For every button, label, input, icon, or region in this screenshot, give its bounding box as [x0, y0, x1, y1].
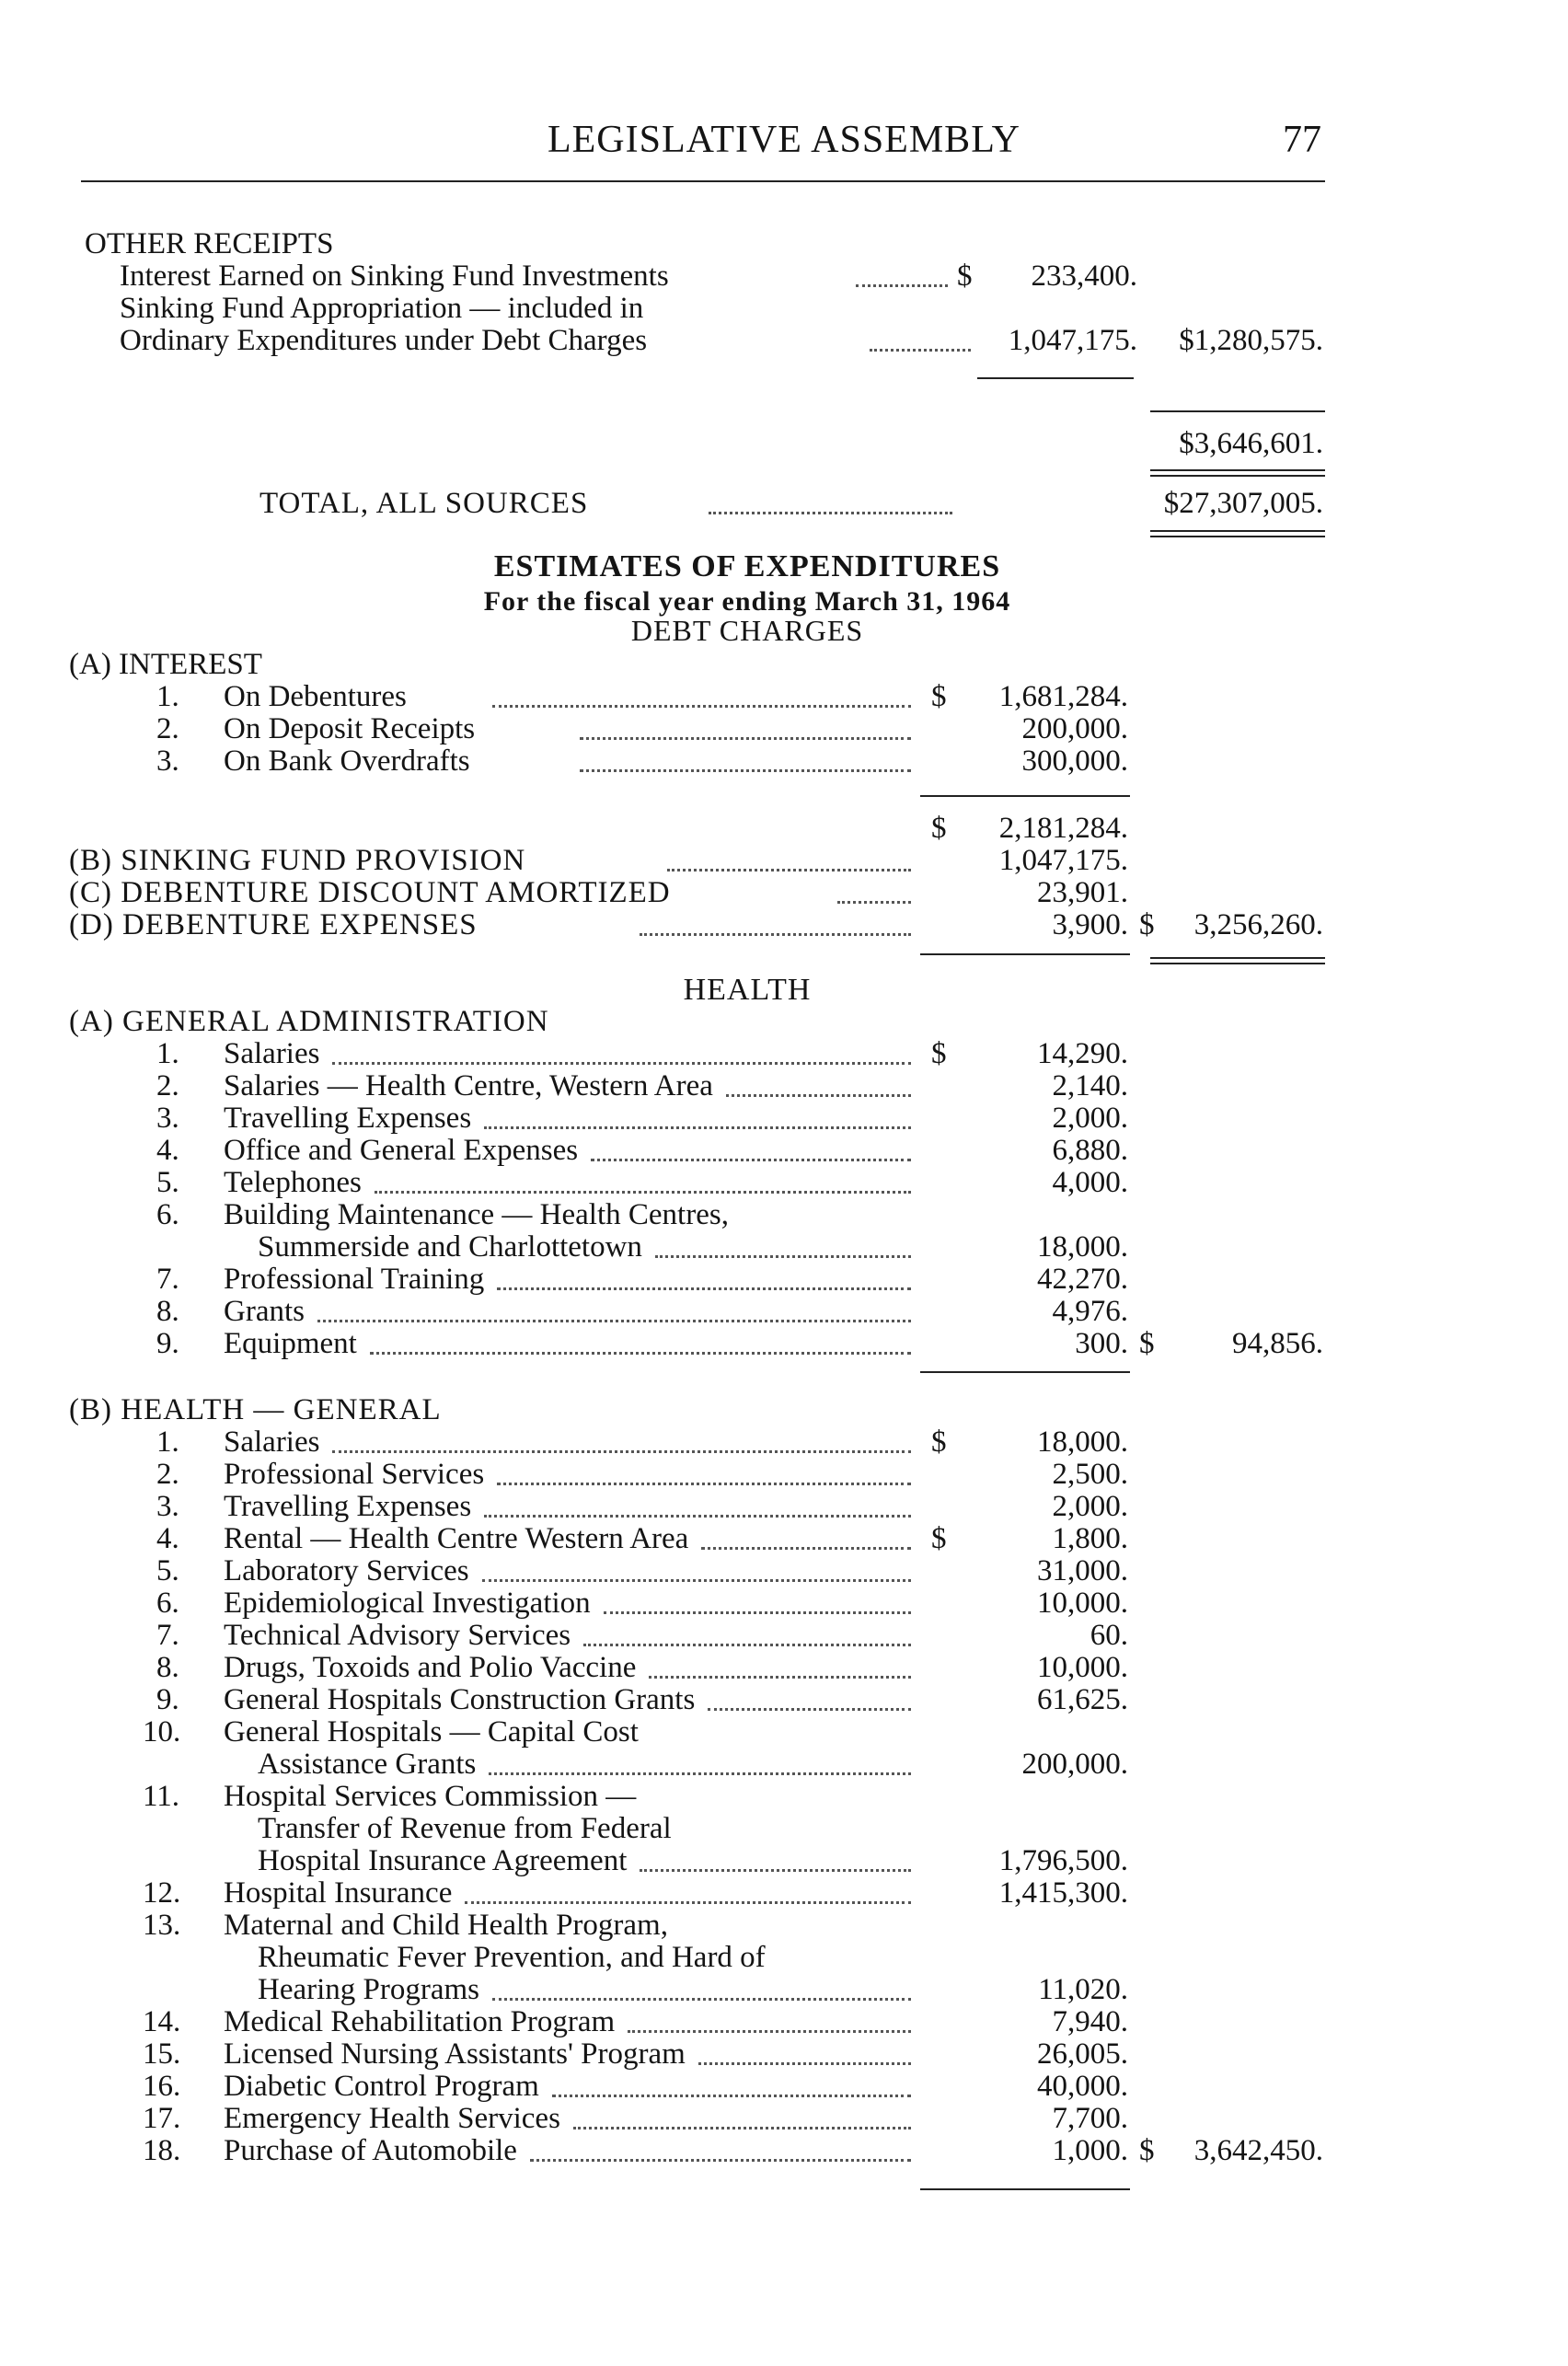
item-amount: 2,000.: [1052, 1490, 1128, 1523]
ledger-row: [0, 1523, 1568, 1555]
item-number: 4.: [156, 1522, 179, 1555]
leader-dots: [332, 1450, 911, 1453]
item-label: Technical Advisory Services: [224, 1619, 571, 1652]
item-number: 3.: [156, 1102, 179, 1135]
item-amount: 31,000.: [1037, 1554, 1128, 1587]
item-label: Travelling Expenses: [224, 1490, 472, 1523]
item-amount: 1,047,175.: [1008, 324, 1137, 357]
leader-dots: [667, 869, 911, 871]
ledger-row: [0, 1587, 1568, 1620]
item-label: Sinking Fund Appropriation — included in: [120, 292, 644, 325]
ledger-row: [0, 909, 1568, 941]
leader-dots: [484, 1515, 911, 1518]
item-amount: 1,000.: [1052, 2134, 1128, 2167]
item-number: 17.: [143, 2102, 181, 2135]
item-number: 3.: [156, 744, 179, 778]
leader-dots: [640, 1869, 911, 1872]
item-label: Salaries — Health Centre, Western Area: [224, 1069, 713, 1102]
item-amount: 7,940.: [1052, 2005, 1128, 2038]
ledger-row: [0, 1652, 1568, 1684]
item-label: Travelling Expenses: [224, 1102, 472, 1135]
subtotal-rule: [920, 795, 1130, 797]
subtotal-rule: [920, 1371, 1130, 1373]
leader-dots: [497, 1287, 911, 1290]
subsection-heading-row: [0, 1394, 1568, 1426]
ledger-row: [0, 1426, 1568, 1459]
leader-dots: [649, 1676, 911, 1679]
item-amount: 7,700.: [1052, 2102, 1128, 2135]
item-label: Rental — Health Centre Western Area: [224, 1522, 689, 1555]
ledger-row: [0, 293, 1568, 325]
leader-dots: [465, 1901, 911, 1904]
item-amount: 60.: [1090, 1619, 1128, 1652]
leader-dots: [701, 1547, 911, 1550]
item-amount: 1,415,300.: [998, 1876, 1128, 1910]
item-number: 6.: [156, 1587, 179, 1620]
item-label: (B) SINKING FUND PROVISION: [69, 844, 526, 877]
item-number: 12.: [143, 1876, 181, 1910]
estimates-title: ESTIMATES OF EXPENDITURES: [493, 549, 1001, 583]
item-number: 2.: [156, 712, 179, 745]
item-amount: 200,000.: [1021, 712, 1128, 745]
item-label: Hospital Insurance Agreement: [258, 1844, 628, 1877]
item-label: Summerside and Charlottetown: [258, 1230, 642, 1264]
item-amount: 10,000.: [1037, 1651, 1128, 1684]
leader-dots: [580, 769, 911, 772]
ledger-row: [0, 1070, 1568, 1102]
column-total: 3,256,260.: [1193, 908, 1323, 941]
item-number: 13.: [143, 1909, 181, 1942]
item-amount: 2,000.: [1052, 1102, 1128, 1135]
item-number: 8.: [156, 1651, 179, 1684]
item-number: 7.: [156, 1263, 179, 1296]
item-number: 14.: [143, 2005, 181, 2038]
item-amount: 1,796,500.: [998, 1844, 1128, 1877]
leader-dots: [375, 1191, 911, 1194]
item-amount: 300,000.: [1021, 744, 1128, 778]
subsection-heading-row: [0, 1006, 1568, 1038]
item-label: Transfer of Revenue from Federal: [258, 1812, 672, 1845]
dollar-sign: $: [1139, 1327, 1155, 1360]
ledger-row: [0, 1877, 1568, 1910]
leader-dots: [655, 1255, 911, 1258]
item-amount: 61,625.: [1037, 1683, 1128, 1716]
leader-dots: [640, 933, 911, 936]
health-heading: HEALTH: [683, 973, 812, 1007]
dollar-sign: $: [1139, 908, 1155, 941]
ledger-row: [0, 1716, 1568, 1749]
ledger-row: [0, 1942, 1568, 1974]
item-label: On Deposit Receipts: [224, 712, 476, 745]
subsection-heading: (A) INTEREST: [69, 648, 262, 681]
item-label: Epidemiological Investigation: [224, 1587, 591, 1620]
ledger-row: [0, 260, 1568, 293]
item-label: Drugs, Toxoids and Polio Vaccine: [224, 1651, 637, 1684]
double-rule: [1150, 469, 1325, 477]
ledger-row: [0, 1459, 1568, 1491]
ledger-row: [0, 325, 1568, 357]
leader-dots: [370, 1352, 911, 1355]
item-number: 1.: [156, 680, 179, 713]
leader-dots: [709, 512, 952, 514]
dollar-sign: $: [931, 1425, 947, 1459]
leader-dots: [837, 901, 911, 904]
column-total: 94,856.: [1232, 1327, 1323, 1360]
item-number: 2.: [156, 1069, 179, 1102]
item-label: Emergency Health Services: [224, 2102, 560, 2135]
leader-dots: [492, 705, 911, 708]
ledger-row: [0, 1264, 1568, 1296]
leader-dots: [580, 737, 911, 740]
subtotal-rule: [977, 377, 1134, 379]
ledger-row: [0, 1684, 1568, 1716]
leader-dots: [870, 349, 971, 352]
total-rule: [1150, 410, 1325, 412]
item-label: Telephones: [224, 1166, 362, 1199]
item-number: 10.: [143, 1715, 181, 1749]
debt-charges-heading: DEBT CHARGES: [630, 614, 864, 647]
leader-dots: [583, 1644, 911, 1646]
double-rule: [1150, 530, 1325, 537]
leader-dots: [604, 1611, 911, 1614]
item-label: Diabetic Control Program: [224, 2070, 539, 2103]
item-label: Equipment: [224, 1327, 357, 1360]
subsection-heading: (B) HEALTH — GENERAL: [69, 1393, 442, 1426]
ledger-row: [0, 428, 1568, 460]
grand-total: $27,307,005.: [1163, 487, 1323, 520]
ledger-row: [0, 1231, 1568, 1264]
leader-dots: [482, 1579, 911, 1582]
item-label: On Debentures: [224, 680, 407, 713]
item-amount: 14,290.: [1037, 1037, 1128, 1070]
total-label: TOTAL, ALL SOURCES: [259, 487, 589, 520]
item-number: 1.: [156, 1425, 179, 1459]
column-total: 3,642,450.: [1193, 2134, 1323, 2167]
ledger-row: [0, 1135, 1568, 1167]
item-number: 5.: [156, 1166, 179, 1199]
leader-dots: [698, 2062, 911, 2065]
total-row: [0, 488, 1568, 520]
item-label: Laboratory Services: [224, 1554, 469, 1587]
ledger-row: [0, 1491, 1568, 1523]
leader-dots: [708, 1708, 911, 1711]
dollar-sign: $: [931, 1522, 947, 1555]
item-amount: 4,000.: [1052, 1166, 1128, 1199]
leader-dots: [489, 1772, 911, 1775]
other-receipts-heading-row: [0, 228, 1568, 260]
ledger-row: [0, 1813, 1568, 1845]
ledger-row: [0, 1199, 1568, 1231]
item-label: Salaries: [224, 1037, 320, 1070]
dollar-sign: $: [931, 812, 947, 845]
item-number: 15.: [143, 2037, 181, 2071]
item-amount: 1,800.: [1052, 1522, 1128, 1555]
item-label: Hearing Programs: [258, 1973, 480, 2006]
double-rule: [1150, 957, 1325, 964]
ledger-row: [0, 1910, 1568, 1942]
ledger-row: [0, 1296, 1568, 1328]
ledger-row: [0, 845, 1568, 877]
leader-dots: [484, 1126, 911, 1129]
dollar-sign: $: [931, 680, 947, 713]
subtotal-row: [0, 813, 1568, 845]
item-number: 7.: [156, 1619, 179, 1652]
ledger-row: [0, 745, 1568, 778]
item-amount: 233,400.: [1031, 260, 1137, 293]
dollar-sign: $: [957, 260, 973, 293]
item-label: Professional Training: [224, 1263, 485, 1296]
item-amount: 2,140.: [1052, 1069, 1128, 1102]
item-amount: 4,976.: [1052, 1295, 1128, 1328]
page-number: 77: [1283, 119, 1321, 161]
subtotal-rule: [920, 2188, 1130, 2190]
item-label: Professional Services: [224, 1458, 485, 1491]
item-number: 9.: [156, 1327, 179, 1360]
ledger-row: [0, 2135, 1568, 2167]
item-label: Hospital Insurance: [224, 1876, 453, 1910]
leader-dots: [726, 1094, 911, 1097]
item-label: Licensed Nursing Assistants' Program: [224, 2037, 686, 2071]
item-number: 8.: [156, 1295, 179, 1328]
leader-dots: [492, 1998, 911, 2001]
ledger-row: [0, 1102, 1568, 1135]
estimates-subtitle: For the fiscal year ending March 31, 1964: [483, 586, 1011, 617]
leader-dots: [628, 2030, 911, 2033]
item-number: 1.: [156, 1037, 179, 1070]
dollar-sign: $: [1139, 2134, 1155, 2167]
leader-dots: [497, 1483, 911, 1485]
item-label: Maternal and Child Health Program,: [224, 1909, 668, 1942]
item-amount: 23,901.: [1037, 876, 1128, 909]
item-amount: 200,000.: [1021, 1748, 1128, 1781]
ledger-row: [0, 1555, 1568, 1587]
ledger-row: [0, 713, 1568, 745]
item-label: Purchase of Automobile: [224, 2134, 517, 2167]
item-amount: 10,000.: [1037, 1587, 1128, 1620]
item-label: (C) DEBENTURE DISCOUNT AMORTIZED: [69, 876, 671, 909]
ledger-row: [0, 2103, 1568, 2135]
subtotal-rule: [920, 953, 1130, 955]
item-number: 6.: [156, 1198, 179, 1231]
ledger-row: [0, 1749, 1568, 1781]
column-total: $1,280,575.: [1179, 324, 1323, 357]
item-label: General Hospitals Construction Grants: [224, 1683, 696, 1716]
item-label: Ordinary Expenditures under Debt Charges: [120, 324, 648, 357]
item-number: 16.: [143, 2070, 181, 2103]
item-number: 11.: [143, 1780, 180, 1813]
subsection-heading-row: [0, 649, 1568, 681]
ledger-row: [0, 2071, 1568, 2103]
item-number: 2.: [156, 1458, 179, 1491]
item-label: Interest Earned on Sinking Fund Investments: [120, 260, 669, 293]
item-label: On Bank Overdrafts: [224, 744, 470, 778]
ledger-row: [0, 1974, 1568, 2006]
item-label: (D) DEBENTURE EXPENSES: [69, 908, 478, 941]
item-amount: 3,900.: [1052, 908, 1128, 941]
item-amount: 40,000.: [1037, 2070, 1128, 2103]
item-label: Building Maintenance — Health Centres,: [224, 1198, 729, 1231]
leader-dots: [856, 284, 948, 287]
item-number: 5.: [156, 1554, 179, 1587]
leader-dots: [591, 1159, 911, 1161]
running-title: LEGISLATIVE ASSEMBLY: [548, 119, 1020, 161]
item-amount: 42,270.: [1037, 1263, 1128, 1296]
ledger-row: [0, 1328, 1568, 1360]
leader-dots: [530, 2159, 911, 2162]
subtotal-amount: 2,181,284.: [998, 812, 1128, 845]
ledger-row: [0, 1845, 1568, 1877]
subsection-heading: (A) GENERAL ADMINISTRATION: [69, 1005, 549, 1038]
item-amount: 18,000.: [1037, 1425, 1128, 1459]
item-amount: 26,005.: [1037, 2037, 1128, 2071]
leader-dots: [317, 1320, 911, 1322]
item-label: Rheumatic Fever Prevention, and Hard of: [258, 1941, 766, 1974]
leader-dots: [552, 2095, 911, 2097]
ledger-row: [0, 877, 1568, 909]
dollar-sign: $: [931, 1037, 947, 1070]
item-amount: 1,047,175.: [998, 844, 1128, 877]
ledger-row: [0, 1038, 1568, 1070]
item-label: Medical Rehabilitation Program: [224, 2005, 616, 2038]
item-amount: 1,681,284.: [998, 680, 1128, 713]
item-label: Salaries: [224, 1425, 320, 1459]
ledger-row: [0, 681, 1568, 713]
leader-dots: [332, 1062, 911, 1065]
item-amount: 6,880.: [1052, 1134, 1128, 1167]
item-number: 3.: [156, 1490, 179, 1523]
ledger-row: [0, 2038, 1568, 2071]
ledger-row: [0, 1781, 1568, 1813]
ledger-row: [0, 2006, 1568, 2038]
item-amount: 18,000.: [1037, 1230, 1128, 1264]
item-amount: 2,500.: [1052, 1458, 1128, 1491]
item-label: General Hospitals — Capital Cost: [224, 1715, 639, 1749]
item-number: 4.: [156, 1134, 179, 1167]
section-heading: OTHER RECEIPTS: [85, 227, 334, 260]
leader-dots: [573, 2127, 911, 2129]
item-label: Assistance Grants: [258, 1748, 477, 1781]
item-amount: 300.: [1075, 1327, 1128, 1360]
item-label: Office and General Expenses: [224, 1134, 579, 1167]
item-amount: 11,020.: [1038, 1973, 1128, 2006]
item-number: 18.: [143, 2134, 181, 2167]
item-label: Grants: [224, 1295, 305, 1328]
item-label: Hospital Services Commission —: [224, 1780, 637, 1813]
ledger-row: [0, 1620, 1568, 1652]
ledger-row: [0, 1167, 1568, 1199]
column-subtotal: $3,646,601.: [1179, 427, 1323, 460]
item-number: 9.: [156, 1683, 179, 1716]
